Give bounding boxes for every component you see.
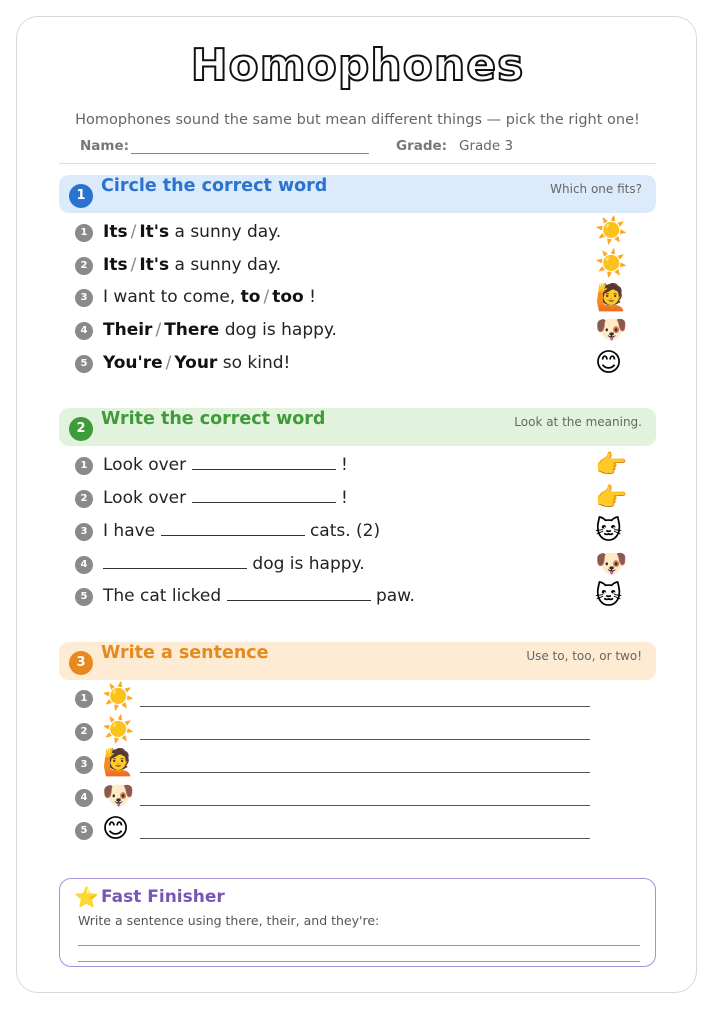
answer-blank[interactable] (192, 486, 336, 503)
raising-hand-icon: 🙋 (102, 748, 135, 778)
fast-finisher-line[interactable] (78, 945, 640, 946)
answer-blank[interactable] (103, 552, 247, 569)
fast-finisher-prompt: Write a sentence using there, their, and they're: (78, 913, 380, 928)
section-1-number: 1 (69, 184, 93, 208)
section-2-title: Write the correct word (101, 409, 326, 429)
item-text (103, 519, 380, 543)
page-subtitle: Homophones sound the same but mean different things — pick the right one! (75, 112, 640, 128)
smile-icon: 😊 (102, 814, 130, 844)
item-number: 5 (75, 588, 93, 606)
item-text: Their / There dog is happy. (103, 320, 337, 340)
section-3-hint: Use to, too, or two! (526, 649, 642, 663)
section-3-header (59, 642, 656, 680)
item-number: 1 (75, 457, 93, 475)
item-text: Its / It's a sunny day. (103, 222, 282, 242)
item-post: dog is happy. (252, 554, 365, 574)
name-label: Name: (80, 138, 130, 154)
section-3-title: Write a sentence (101, 643, 269, 663)
answer-blank[interactable] (161, 519, 305, 536)
section-3-number: 3 (69, 651, 93, 675)
sun-icon: ☀️ (595, 249, 628, 279)
option-b[interactable]: There (164, 320, 220, 340)
item-number: 5 (75, 822, 93, 840)
item-number: 1 (75, 224, 93, 242)
pointing-right-icon: 👉 (595, 483, 628, 513)
item-post: ! (340, 488, 348, 508)
section-2-hint: Look at the meaning. (514, 415, 642, 429)
item-number: 2 (75, 257, 93, 275)
option-a[interactable]: You're (103, 353, 163, 373)
sun-icon: ☀️ (102, 715, 135, 745)
dog-icon: 🐶 (595, 549, 628, 579)
item-number: 3 (75, 289, 93, 307)
item-number: 4 (75, 789, 93, 807)
item-pre: The cat licked (103, 586, 222, 606)
pointing-right-icon: 👉 (595, 450, 628, 480)
grade-label: Grade: (396, 138, 448, 154)
item-post: ! (340, 455, 348, 475)
sentence-line[interactable] (140, 706, 590, 707)
item-text (103, 552, 365, 576)
section-1-hint: Which one fits? (550, 182, 642, 196)
smile-icon: 😊 (595, 348, 623, 378)
option-a[interactable]: Their (103, 320, 153, 340)
item-number: 1 (75, 690, 93, 708)
option-b[interactable]: It's (139, 255, 170, 275)
cat-icon: 🐱 (595, 516, 623, 546)
item-post: paw. (375, 586, 415, 606)
item-pre: I want to come, (103, 287, 236, 307)
item-number: 4 (75, 322, 93, 340)
item-number: 3 (75, 756, 93, 774)
fast-finisher-box (59, 878, 656, 967)
sentence-line[interactable] (140, 805, 590, 806)
item-text: Its / It's a sunny day. (103, 255, 282, 275)
cat-icon: 🐱 (595, 581, 623, 611)
sentence-line[interactable] (140, 739, 590, 740)
fast-finisher-title: Fast Finisher (101, 887, 225, 907)
item-number: 4 (75, 556, 93, 574)
item-rest: a sunny day. (174, 255, 282, 275)
dog-icon: 🐶 (102, 781, 135, 811)
raising-hand-icon: 🙋 (595, 283, 628, 313)
star-icon: ⭐ (74, 885, 99, 909)
item-rest: ! (309, 287, 316, 307)
item-number: 3 (75, 523, 93, 541)
sun-icon: ☀️ (102, 682, 135, 712)
header-divider (59, 163, 656, 164)
item-text (103, 584, 415, 608)
item-pre: Look over (103, 455, 187, 475)
option-a[interactable]: Its (103, 255, 128, 275)
item-number: 5 (75, 355, 93, 373)
option-a[interactable]: to (240, 287, 261, 307)
answer-blank[interactable] (192, 453, 336, 470)
item-number: 2 (75, 723, 93, 741)
item-text (103, 453, 348, 477)
item-text (103, 486, 348, 510)
dog-icon: 🐶 (595, 315, 628, 345)
item-rest: a sunny day. (174, 222, 282, 242)
item-text: You're / Your so kind! (103, 353, 291, 373)
page-title: Homophones (190, 40, 525, 91)
option-b[interactable]: too (272, 287, 304, 307)
sentence-line[interactable] (140, 838, 590, 839)
section-1-header (59, 175, 656, 213)
grade-value: Grade 3 (459, 138, 514, 154)
option-a[interactable]: Its (103, 222, 128, 242)
option-b[interactable]: It's (139, 222, 170, 242)
item-post: cats. (2) (309, 521, 381, 541)
sentence-line[interactable] (140, 772, 590, 773)
item-text: I want to come, to / too ! (103, 287, 316, 307)
item-number: 2 (75, 490, 93, 508)
sun-icon: ☀️ (595, 216, 628, 246)
name-grade-row (80, 138, 514, 154)
answer-blank[interactable] (227, 584, 371, 601)
item-pre: Look over (103, 488, 187, 508)
item-rest: dog is happy. (224, 320, 337, 340)
item-rest: so kind! (222, 353, 291, 373)
name-field[interactable] (131, 139, 369, 154)
option-b[interactable]: Your (174, 353, 218, 373)
section-2-number: 2 (69, 417, 93, 441)
section-2-header (59, 408, 656, 446)
section-1-title: Circle the correct word (101, 176, 328, 196)
fast-finisher-line[interactable] (78, 961, 640, 962)
item-pre: I have (103, 521, 156, 541)
